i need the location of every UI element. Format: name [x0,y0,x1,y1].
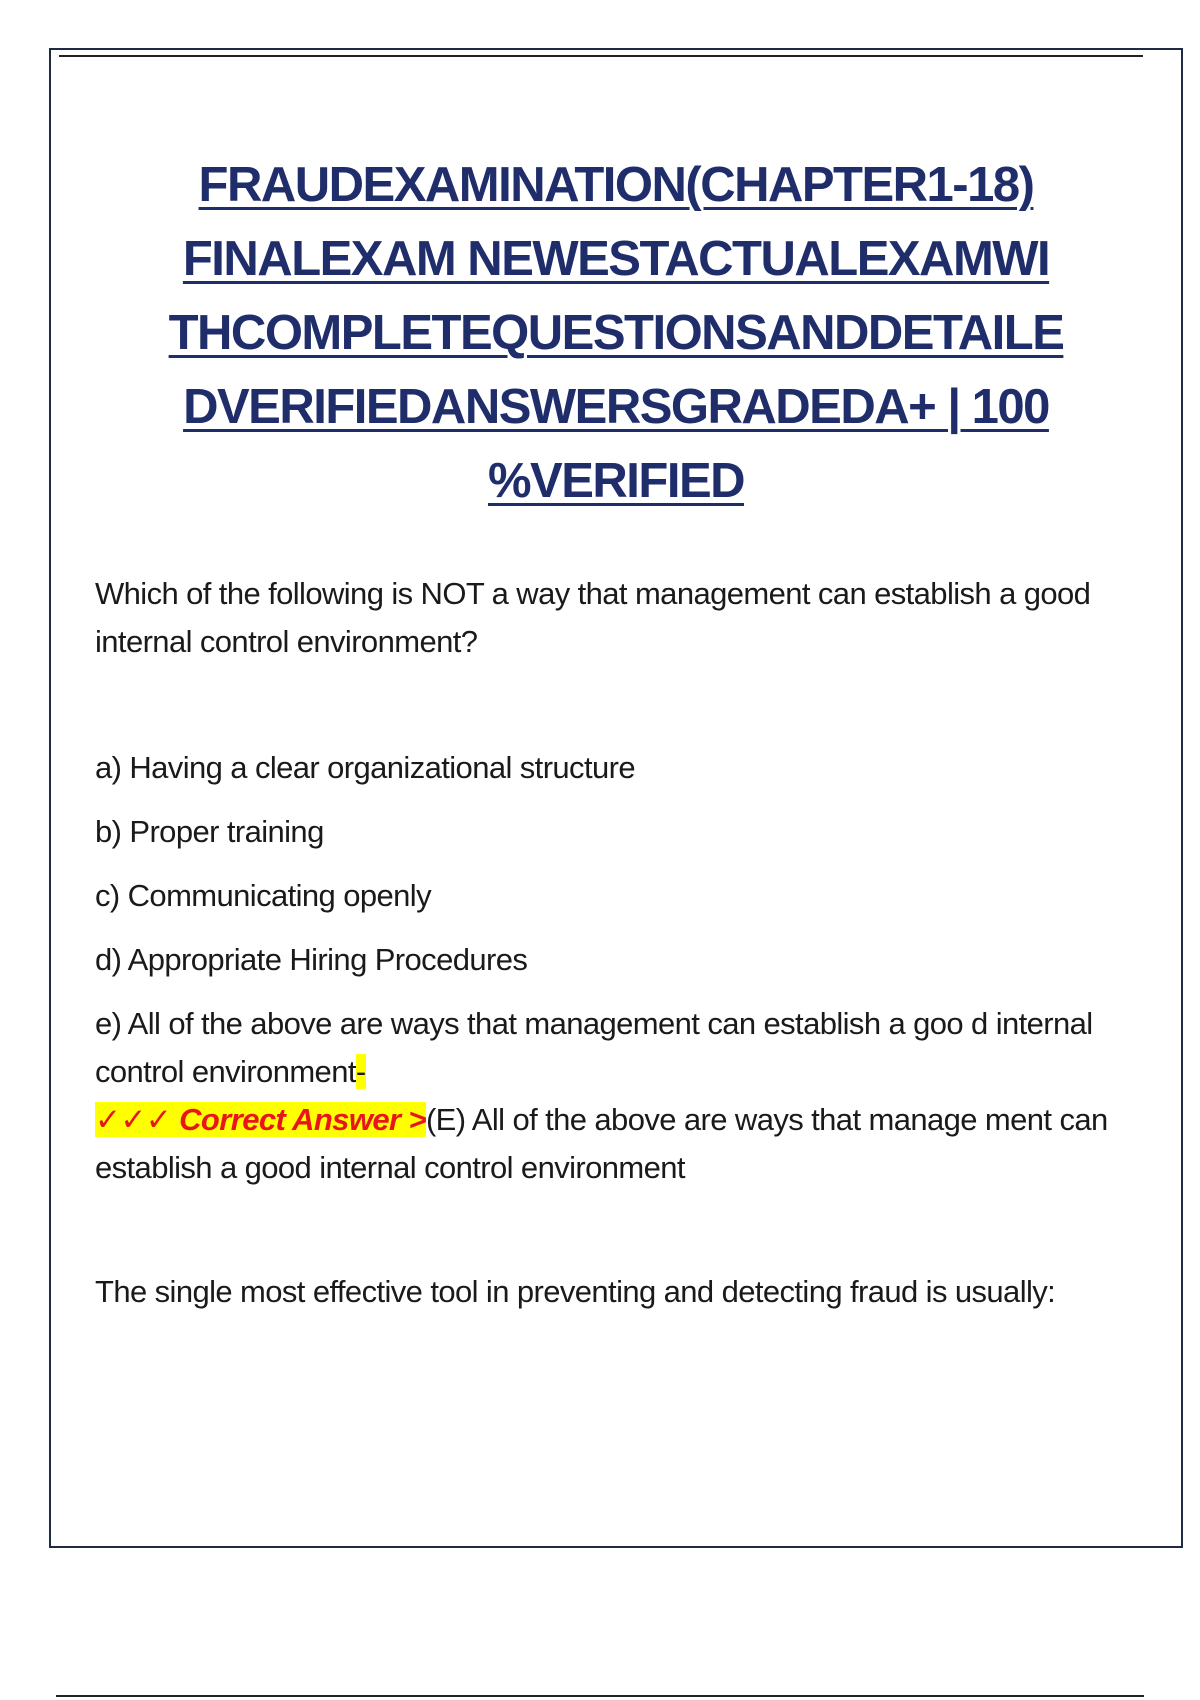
correct-answer-marker: ✓✓✓ Correct Answer > [95,1102,426,1137]
title-line-2: FINALEXAM NEWESTACTUALEXAMWI [182,232,1050,286]
option-b: b) Proper training [95,814,324,849]
answer-separator: - [355,1054,366,1089]
option-d: d) Appropriate Hiring Procedures [95,942,528,977]
top-rule [59,55,1143,57]
title-line-3: THCOMPLETEQUESTIONSANDDETAILE [168,306,1064,360]
option-e [95,1000,1140,1192]
bottom-rule [56,1695,1144,1697]
title-line-1: FRAUDEXAMINATION(CHAPTER1-18) [198,158,1034,212]
option-c: c) Communicating openly [95,878,431,913]
document-title [111,148,1121,518]
title-line-5: %VERIFIED [487,454,745,508]
question-2-text: The single most effective tool in preventing and detecting fraud is usually: [95,1274,1056,1309]
question-1-text: Which of the following is NOT a way that management can establish a good internal control environment? [95,576,1091,659]
correct-answer-text: (E) All of the above are ways that manage ment can establish a good internal control environment [95,1102,1108,1185]
option-e-text: e) All of the above are ways that management can establish a goo d internal control environment [95,1006,1093,1089]
exam-content [95,570,1140,1316]
question-1-options [95,744,1140,1192]
option-a: a) Having a clear organizational structure [95,750,635,785]
title-line-4: DVERIFIEDANSWERSGRADEDA+ | 100 [183,380,1049,434]
